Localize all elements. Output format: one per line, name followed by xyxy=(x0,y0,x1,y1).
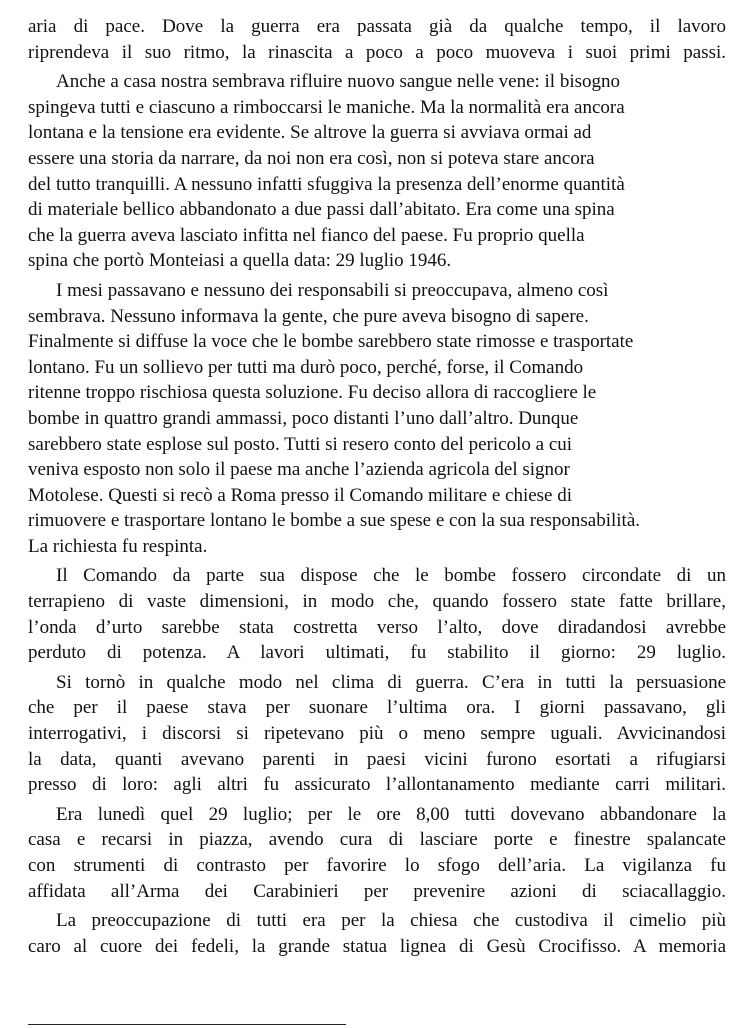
footnote-rule xyxy=(28,1024,346,1025)
document-page xyxy=(28,14,726,959)
paragraph-6: Era lunedì quel 29 luglio; per le ore 8,00 tutti dovevano abbandonare la casa e recarsi in piazza, avendo cura di lasciare porte e finestre spalancate con strumenti di contrasto per favorire lo sfogo dell’aria. La vigilanza fu affidata all’Arma dei Carabinieri per prevenire azioni di sciacallaggio. xyxy=(28,803,726,902)
paragraph-4: Il Comando da parte sua dispose che le bombe fossero circondate di un terrapieno di vaste dimensioni, in modo che, quando fossero state fatte brillare, l’onda d’urto sarebbe stata costretta verso l’alto, dove diradandosi avrebbe perduto di potenza. A lavori ultimati, fu stabilito il giorno: 29 luglio. xyxy=(28,565,726,664)
paragraph-7: La preoccupazione di tutti era per la chiesa che custodiva il cimelio più caro al cuore dei fedeli, la grande statua lignea di Gesù Crocifisso. A memoria xyxy=(28,910,726,957)
paragraph-3: I mesi passavano e nessuno dei responsabili si preoccupava, almeno così sembrava. Nessuno informava la gente, che pure aveva bisogno di sapere. Finalmente si diffuse la voce che le bombe sarebbero state rimosse e trasportate lontano. Fu un sollievo per tutti ma durò poco, perché, forse, il Comando ritenne troppo rischiosa questa soluzione. Fu deciso allora di raccogliere le bombe in quattro grandi ammassi, poco distanti l’uno dall’altro. Dunque sarebbero state esplose sul posto. Tutti si resero conto del pericolo a cui veniva esposto non solo il paese ma anche l’azienda agricola del signor Motolese. Questi si recò a Roma presso il Comando militare e chiese di rimuovere e trasportare lontano le bombe a sue spese e con la sua responsabilità. La richiesta fu respinta. xyxy=(28,279,641,557)
paragraph-5: Si tornò in qualche modo nel clima di guerra. C’era in tutti la persuasione che per il paese stava per suonare l’ultima ora. I giorni passavano, gli interrogativi, i discorsi si ripetevano più o meno sempre uguali. Avvicinandosi la data, quanti avevano parenti in paesi vicini furono esortati a rifugiarsi presso di loro: agli altri fu assicurato l’allontanamento mediante carri militari. xyxy=(28,671,726,796)
paragraph-1: aria di pace. Dove la guerra era passata già da qualche tempo, il lavoro riprendeva il suo ritmo, la rinascita a poco a poco muoveva i suoi primi passi. xyxy=(28,16,726,63)
paragraph-2: Anche a casa nostra sembrava rifluire nuovo sangue nelle vene: il bisogno spingeva tutti e ciascuno a rimboccarsi le maniche. Ma la normalità era ancora lontana e la tensione era evidente. Se altrove la guerra si avviava ormai ad essere una storia da narrare, da noi non era così, non si poteva stare ancora del tutto tranquilli. A nessuno infatti sfuggiva la presenza dell’enorme quantità di materiale bellico abbandonato a due passi dall’abitato. Era come una spina che la guerra aveva lasciato infitta nel fianco del paese. Fu proprio quella spina che portò Monteiasi a quella data: 29 luglio 1946. xyxy=(28,71,625,272)
